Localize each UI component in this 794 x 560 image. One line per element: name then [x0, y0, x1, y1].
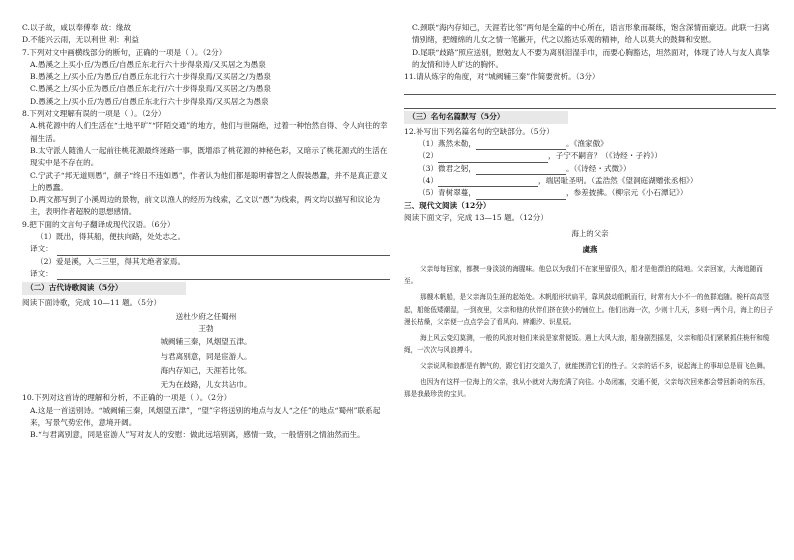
- q11-answer-line[interactable]: [404, 97, 776, 109]
- article-paragraph: 那艘木帆船，是父亲海员生涯的起始处。木帆船形状扁平，靠风鼓动船帆而行，时常有大小不一的鱼群追随。桅杆高高竖起，船舱低矮潮湿，一到夜里，父亲和他的伙伴们挤在狭小的铺位上。他们出海一次，少则十几天，多则一两个月，海上的日子漫长枯燥，父亲便一点点学会了看风向、辨潮汐、识星辰。: [404, 292, 774, 327]
- q10-option-b: B.“与君离别意，同是宦游人”写对友人的安慰：做此远培别离，感情一致，一般惜别之情油然而生。: [30, 430, 365, 440]
- option-c-line: C.以子故，咸以奉傅奉 故：缘故: [22, 23, 132, 32]
- q9-answer-2[interactable]: [22, 268, 390, 280]
- q8-option-a: A.桃花源中的人们生活在“土地平旷”“阡陌交通”的地方，他们与世隔绝，过着一种怡然自得、令人向往的幸福生活。: [30, 121, 388, 143]
- q8-option-b: B.太守派人随渔人一起前往桃花源最终迷路一事，既增添了桃花源的神秘色彩，又暗示了桃花源式的生活在现实中是不存在的。: [30, 145, 388, 168]
- fill-prefix: （3）微君之躬，: [418, 163, 476, 173]
- q9-stem: 9.把下面的文言句子翻译成现代汉语。（6分）: [22, 219, 175, 229]
- fill-item: [404, 187, 776, 199]
- article-paragraph: 父亲说风和浪都是有脾气的，跟它们打交道久了，就能摸清它们的性子。父亲的话不多，说起海上的事却总是眉飞色舞。: [420, 361, 770, 370]
- q8-option-d: D.两文都写到了小溪周边的景物，前文以渔人的经历为线索，乙文以“愚”为线索，两文均以描写和议论为主，表明作者超脱的思想感情。: [30, 195, 381, 217]
- q8-option-c: C.宁武子“邦无道则愚”，颜子“终日不违如愚”，作者认为他们都是聪明睿智之人假装愚蠢，并不是真正意义上的愚蠢。: [30, 170, 388, 192]
- fill-suffix: 。（《诗经・式微》）: [566, 163, 631, 173]
- q11-answer-line[interactable]: [404, 83, 776, 95]
- fill-blank[interactable]: [438, 177, 538, 187]
- poem-title: 送杜少府之任蜀州: [175, 311, 237, 321]
- q10-stem: 10.下列对这首诗的理解和分析，不正确的一项是（ ）。（2分）: [22, 393, 232, 403]
- fill-item: [404, 163, 776, 175]
- q10-option-c: C.颈联“海内存知己，天涯若比邻”两句是全篇的中心所在，语言形象而凝练，饱含深情而豪迈。此联一扫离情别绪，把缠绵的儿女之情一笔撇开，代之以豁达乐观的精神，给人以莫大的鼓舞和安慰。: [412, 23, 770, 45]
- q9-answer-1[interactable]: [22, 243, 390, 255]
- article-title: 海上的父亲: [571, 229, 609, 239]
- fill-item: [404, 150, 776, 162]
- poem-line: 无为在歧路，儿女共沾巾。: [160, 380, 252, 390]
- fill-prefix: （5）青树翠蔓，: [418, 188, 476, 198]
- poem-author: 王勃: [198, 324, 214, 334]
- modern-intro: 阅读下面文字，完成 13—15 题。（12分）: [404, 212, 548, 222]
- option-d-line: D.不能兴云雨，无以利世 利：利益: [22, 35, 139, 45]
- fill-suffix: ，子宁不嗣音？（《诗经・子衿》）: [548, 151, 662, 161]
- fill-suffix: ，参差披拂。（柳宗元《小石潭记》）: [566, 188, 688, 198]
- q7-option-d: D.愚溪之上/买小丘/为愚丘/自愚丘东北行六十步得泉焉/又买居之为愚泉: [30, 96, 269, 106]
- q10-option-a: A.这是一首送别诗。“城阙辅三秦，风烟望五津”，“望”字将送别的地点与友人“之任”的地点“蜀州”联系起来，写景气势宏伟，意境开阔。: [30, 405, 381, 427]
- article-author: 虞燕: [582, 245, 598, 255]
- poem-intro: 阅读下面诗歌，完成 10—11 题。（5分）: [22, 297, 162, 307]
- fill-prefix: （2）: [418, 151, 439, 161]
- fill-blank[interactable]: [438, 153, 548, 163]
- answer-line[interactable]: [57, 246, 390, 256]
- answer-line[interactable]: [57, 270, 390, 280]
- section-recitation-heading: （三）名句名篇默写（5分）: [404, 111, 568, 123]
- poem-line: 海内存知己，天涯若比邻。: [160, 365, 252, 375]
- fill-item: [404, 175, 776, 187]
- section-modern-heading: 三、现代文阅读（12分）: [404, 200, 491, 210]
- fill-blank[interactable]: [476, 165, 566, 175]
- translation-label: 译文：: [30, 268, 53, 278]
- left-column: [22, 22, 390, 441]
- q8-stem: 8.下列对文理解有误的一项是（ ）。（2分）: [22, 109, 166, 119]
- q10-option-d: D.尾联“歧路”照应送别，慰勉友人不要为离别泪湿手巾，而要心胸豁达，坦然面对，体现了诗人与友人真挚的友情和诗人旷达的胸怀。: [412, 47, 770, 69]
- q7-stem: 7.下列对文中画横线部分的断句，正确的一项是（ ）。（2分）: [22, 47, 227, 57]
- right-column: [404, 22, 776, 404]
- poem-line: 与君离别意，同是宦游人。: [160, 351, 252, 361]
- translation-label: 译文：: [30, 244, 53, 254]
- q9-sentence-1: （1）既出，得其船，便扶向路，处处志之。: [36, 232, 186, 242]
- fill-suffix: 。《渔家傲》: [566, 139, 608, 149]
- fill-prefix: （4）: [418, 175, 439, 185]
- q7-option-c: C.愚溪之上/买小丘为愚丘/自愚丘东北行/六十步得泉焉/又买居之/为愚泉: [30, 84, 271, 94]
- fill-blank[interactable]: [476, 140, 566, 150]
- fill-blank[interactable]: [476, 190, 566, 200]
- q11-stem: 11.请从炼字的角度，对“城阙辅三秦”作简要赏析。（3分）: [404, 72, 600, 82]
- fill-suffix: ，端居耻圣明。（孟浩然《望洞庭湖赠张丞相》）: [538, 175, 698, 185]
- q12-stem: 12.补写出下列名篇名句的空缺部分。（5分）: [404, 126, 554, 136]
- q7-option-b: B.愚溪之上/买小丘/为愚丘/自愚丘东北行六十步得泉焉/又买居之/为愚泉: [30, 72, 272, 82]
- section-poetry-heading: （二）古代诗歌阅读（5分）: [22, 282, 186, 294]
- poem-line: 城阙辅三秦，风烟望五津。: [160, 337, 252, 347]
- article-paragraph: 父亲每每回家，都携一身淡淡的海腥味。他总以为我们不在家里留很久，船才是他漂泊的陆地。父亲回家，大海追随而至。: [404, 264, 763, 286]
- q9-sentence-2: （2）爱是溪，入二三里，得其尤绝者家焉。: [36, 256, 186, 266]
- q7-option-a: A.愚溪之上买小丘/为愚丘/自愚丘东北行六十步得泉焉/又买居之为愚泉: [30, 59, 266, 69]
- fill-prefix: （1）燕然未勒，: [418, 139, 476, 149]
- article-paragraph: 也因为有这样一位海上的父亲，我从小就对大海充满了向往。小岛闭塞，交通不便，父亲每次回来都会带回新奇的东西，那是我最珍贵的宝贝。: [404, 377, 770, 399]
- article-paragraph: 海上风云变幻莫测，一般的风浪对他们来说是家常便饭。遇上大风大浪，船身剧烈摇晃，父亲和船员们紧紧抓住桅杆和缆绳，一次次与风浪搏斗。: [404, 333, 770, 355]
- fill-item: [404, 138, 776, 150]
